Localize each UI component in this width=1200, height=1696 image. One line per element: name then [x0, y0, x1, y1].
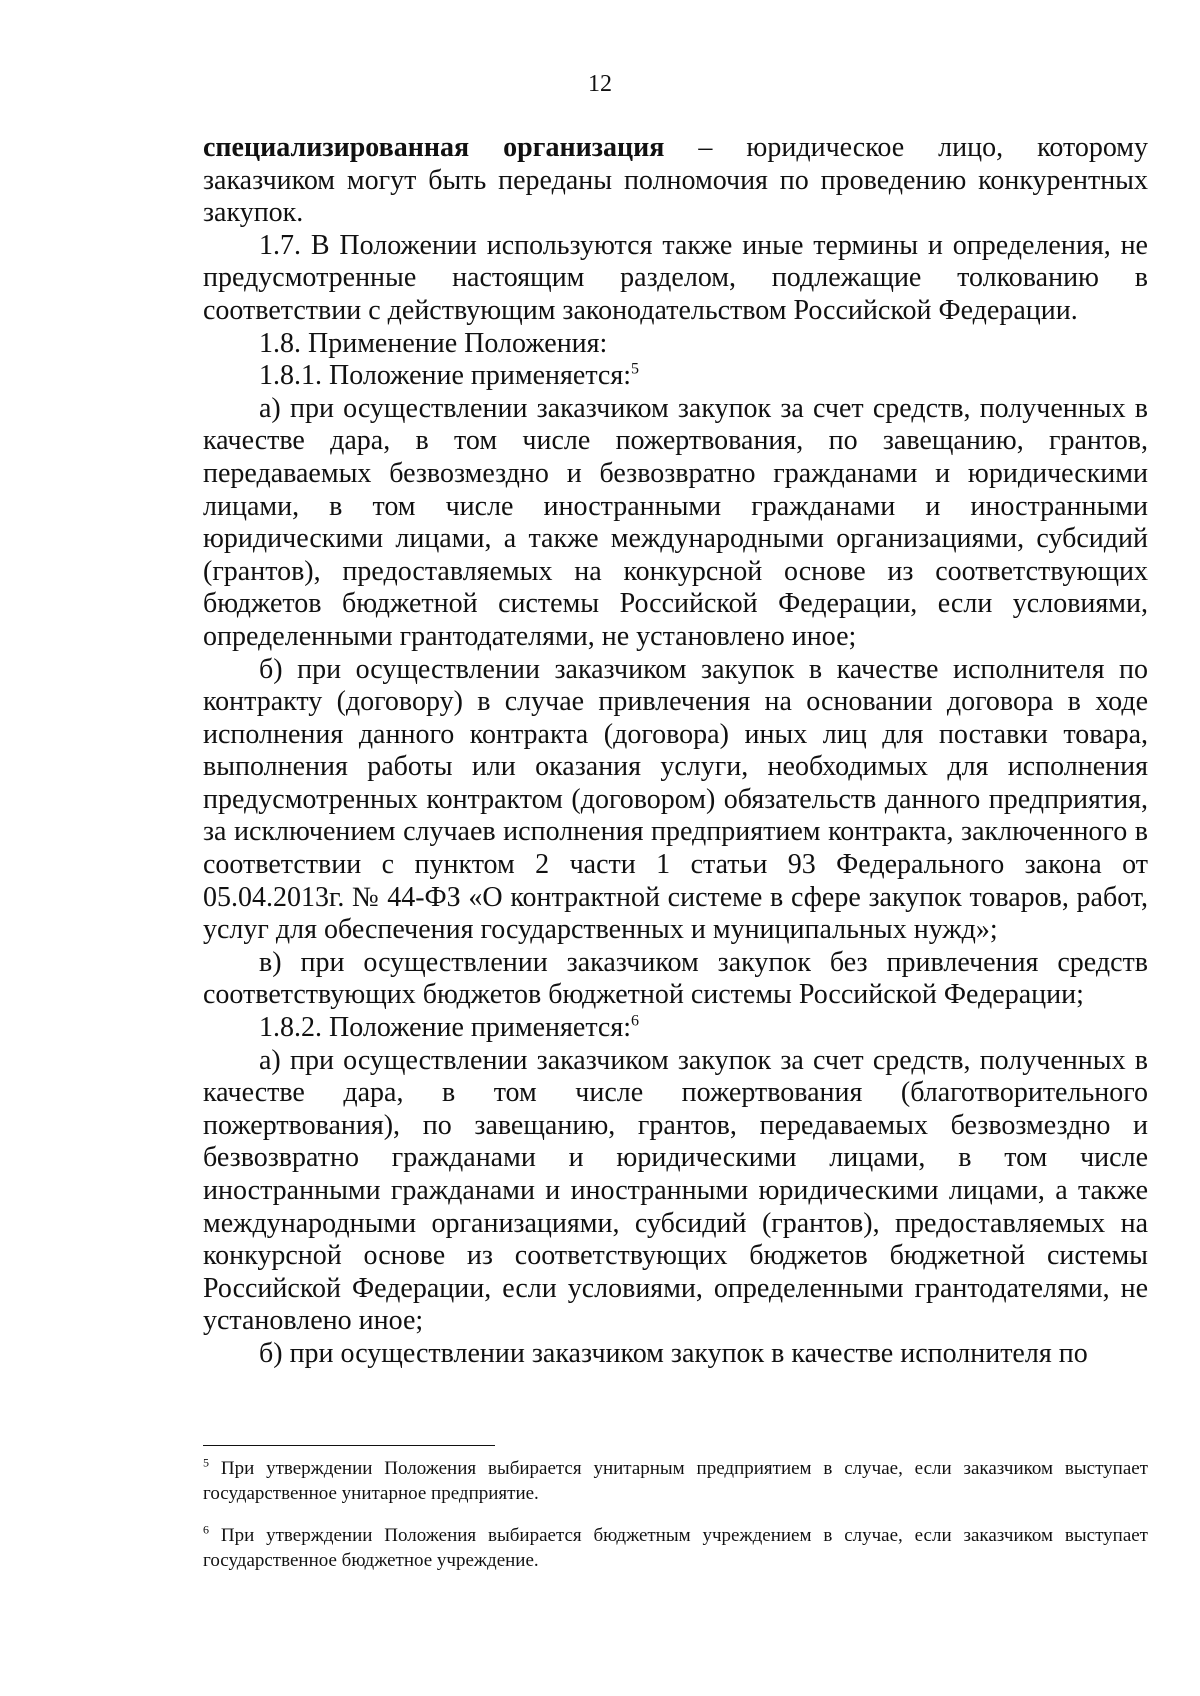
footnote-number: 5	[203, 1455, 209, 1470]
paragraph-1-8-2-b: б) при осуществлении заказчиком закупок в качестве исполнителя по	[259, 1337, 1088, 1369]
paragraph-1-8-1-text: 1.8.1. Положение применяется:	[259, 360, 631, 392]
paragraph-1-8-1	[203, 360, 1148, 393]
footnote-text: При утверждении Положения выбирается бюджетным учреждением в случае, если заказчиком выступает государственное бюджетное учреждение.	[203, 1525, 1148, 1571]
defined-term: специализированная организация	[203, 132, 665, 163]
paragraph-1-8-1-b: б) при осуществлении заказчиком закупок в качестве исполнителя по контракту (договору) в случае привлечения на основании договора в ходе исполнения данного контракта (договора) иных лиц для поставки товара, выполнения работы или оказания услуги, необходимых для исполнения предусмотренных контрактом (договором) обязательств данного предприятия, за исключением случаев исполнения предприятием контракта, заключенного в соответствии с пунктом 2 части 1 статьи 93 Федерального закона от 05.04.2013г. № 44-ФЗ «О контрактной системе в сфере закупок товаров, работ, услуг для обеспечения государственных и муниципальных нужд»;	[203, 653, 1148, 946]
definition-paragraph	[203, 132, 1148, 230]
definition-text: – юридическое лицо, которому заказчиком могут быть переданы полномочия по проведению конкурентных закупок.	[203, 132, 1149, 229]
footnote-5	[203, 1456, 1148, 1506]
footnotes	[203, 1456, 1148, 1590]
paragraph-1-8-2	[203, 1012, 1148, 1045]
paragraph-1-8: 1.8. Применение Положения:	[259, 327, 608, 359]
paragraph-1-7: 1.7. В Положении используются также иные термины и определения, не предусмотренные настоящим разделом, подлежащие толкованию в соответствии с действующим законодательством Российской Федерации.	[203, 229, 1148, 326]
footnote-ref-6[interactable]: 6	[631, 1012, 639, 1030]
footnote-ref-5[interactable]: 5	[631, 360, 639, 378]
footnote-number: 6	[203, 1522, 209, 1537]
paragraph-1-8-1-v: в) при осуществлении заказчиком закупок без привлечения средств соответствующих бюджетов бюджетной системы Российской Федерации;	[203, 946, 1148, 1011]
footnote-divider	[203, 1445, 495, 1446]
page-number: 12	[588, 71, 612, 97]
paragraph-1-8-1-a: а) при осуществлении заказчиком закупок за счет средств, полученных в качестве дара, в том числе пожертвования, по завещанию, грантов, передаваемых безвозмездно и безвозвратно гражданами и юридическими лицами, в том числе иностранными гражданами и иностранными юридическими лицами, а также международными организациями, субсидий (грантов), предоставляемых на конкурсной основе из соответствующих бюджетов бюджетной системы Российской Федерации, если условиями, определенными грантодателями, не установлено иное;	[203, 392, 1148, 652]
paragraph-1-8-2-text: 1.8.2. Положение применяется:	[259, 1012, 631, 1044]
document-body	[203, 132, 1148, 1371]
paragraph-1-8-2-a: а) при осуществлении заказчиком закупок за счет средств, полученных в качестве дара, в том числе пожертвования (благотворительного пожертвования), по завещанию, грантов, передаваемых безвозмездно и безвозвратно гражданами и юридическими лицами, в том числе иностранными гражданами и иностранными юридическими лицами, а также международными организациями, субсидий (грантов), предоставляемых на конкурсной основе из соответствующих бюджетов бюджетной системы Российской Федерации, если условиями, определенными грантодателями, не установлено иное;	[203, 1044, 1148, 1337]
footnote-6	[203, 1523, 1148, 1573]
footnote-text: При утверждении Положения выбирается унитарным предприятием в случае, если заказчиком выступает государственное унитарное предприятие.	[203, 1458, 1148, 1504]
